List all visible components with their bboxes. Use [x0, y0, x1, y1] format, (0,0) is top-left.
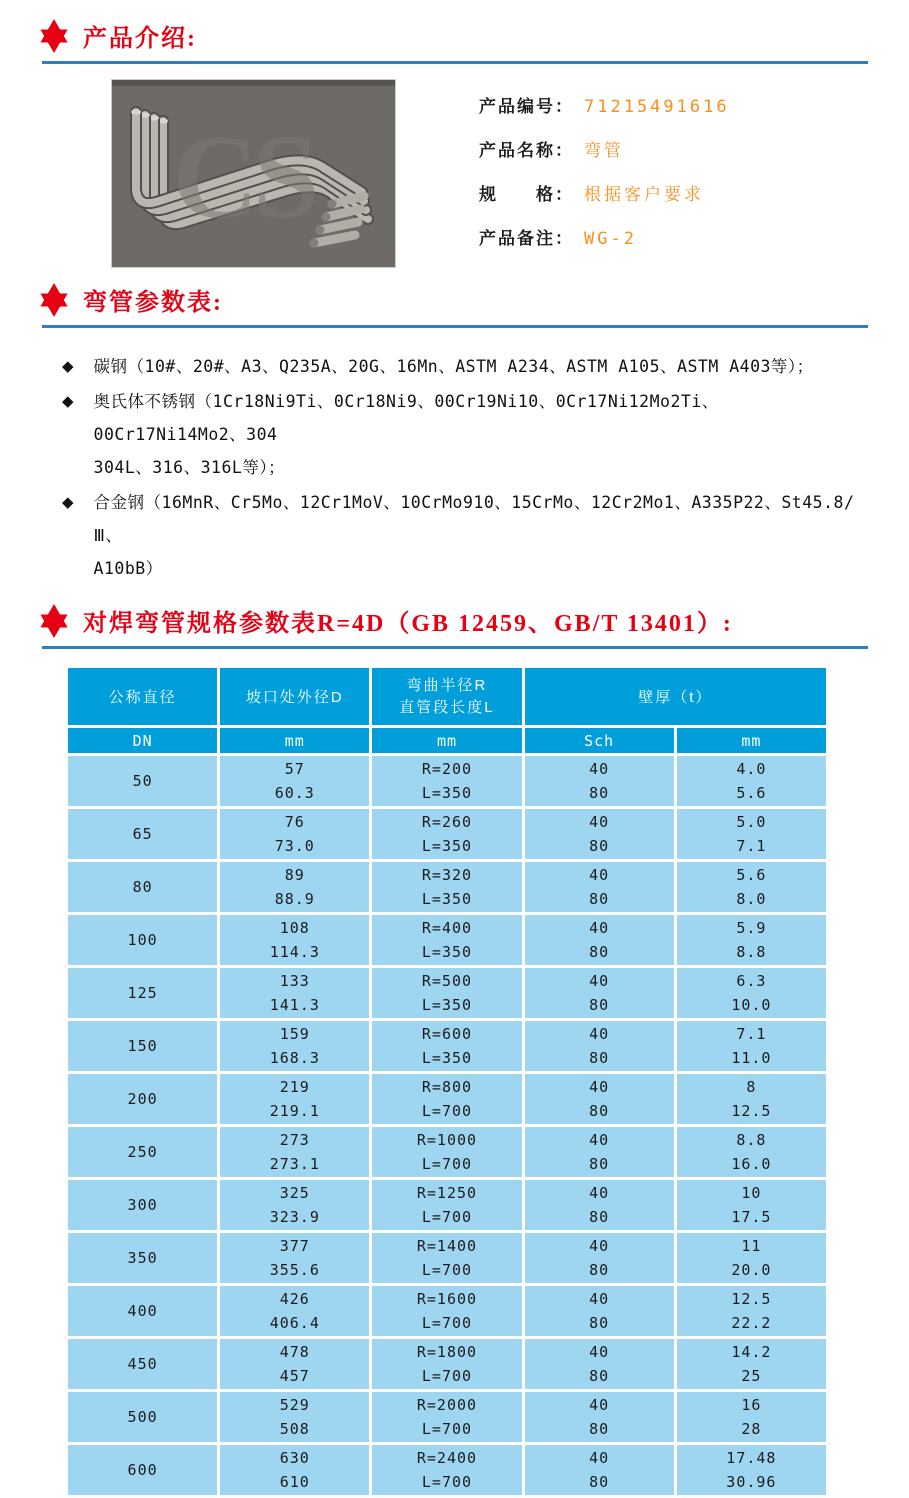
spec-cell: R=400 L=350: [372, 915, 521, 965]
spec-cell: 40 80: [525, 1233, 674, 1283]
dn-cell: 125: [68, 968, 217, 1018]
spec-cell: 40 80: [525, 1339, 674, 1389]
spec-header-row: [68, 668, 826, 725]
spec-cell: 40 80: [525, 1286, 674, 1336]
spec-row: [68, 756, 826, 806]
dn-cell: 250: [68, 1127, 217, 1177]
spec-cell: 273 273.1: [220, 1127, 369, 1177]
dn-cell: 200: [68, 1074, 217, 1124]
section-spec-heading: [0, 603, 909, 638]
spec-cell: 12.5 22.2: [677, 1286, 826, 1336]
dn-cell: 400: [68, 1286, 217, 1336]
spec-cell: 40 80: [525, 809, 674, 859]
spec-cell: R=2000 L=700: [372, 1392, 521, 1442]
spec-cell: R=500 L=350: [372, 968, 521, 1018]
spec-cell: 17.48 30.96: [677, 1445, 826, 1495]
material-item: [62, 486, 869, 585]
spec-cell: 40 80: [525, 915, 674, 965]
spec-cell: 76 73.0: [220, 809, 369, 859]
product-field-row: [479, 136, 730, 161]
spec-cell: 5.0 7.1: [677, 809, 826, 859]
spec-cell: R=1600 L=700: [372, 1286, 521, 1336]
spec-cell: 40 80: [525, 1021, 674, 1071]
star-icon: [38, 283, 70, 317]
spec-cell: 325 323.9: [220, 1180, 369, 1230]
subheader-dn: DN: [68, 728, 217, 753]
spec-cell: 7.1 11.0: [677, 1021, 826, 1071]
diamond-bullet-icon: ◆: [62, 393, 74, 410]
spec-cell: R=200 L=350: [372, 756, 521, 806]
spec-cell: 89 88.9: [220, 862, 369, 912]
spec-row: [68, 915, 826, 965]
spec-cell: 159 168.3: [220, 1021, 369, 1071]
spec-cell: 478 457: [220, 1339, 369, 1389]
spec-cell: 630 610: [220, 1445, 369, 1495]
field-label: 产品备注：: [479, 229, 574, 248]
spec-row: [68, 1445, 826, 1495]
section-materials-heading: [0, 282, 909, 317]
field-value: 弯管: [584, 141, 624, 161]
spec-cell: 40 80: [525, 968, 674, 1018]
spec-cell: 6.3 10.0: [677, 968, 826, 1018]
material-text: 碳钢（10#、20#、A3、Q235A、20G、16Mn、ASTM A234、ASTM A105、ASTM A403等）；: [93, 357, 814, 376]
product-field-row: [479, 180, 730, 205]
product-field-row: [479, 92, 730, 117]
spec-cell: 16 28: [677, 1392, 826, 1442]
spec-cell: R=800 L=700: [372, 1074, 521, 1124]
spec-cell: 8.8 16.0: [677, 1127, 826, 1177]
diamond-bullet-icon: ◆: [62, 358, 74, 375]
spec-cell: 14.2 25: [677, 1339, 826, 1389]
spec-cell: 377 355.6: [220, 1233, 369, 1283]
section-divider: [42, 646, 868, 649]
dn-cell: 500: [68, 1392, 217, 1442]
subheader-mm: mm: [677, 728, 826, 753]
dn-cell: 50: [68, 756, 217, 806]
spec-table: [65, 665, 829, 1498]
spec-cell: 40 80: [525, 1074, 674, 1124]
spec-cell: 133 141.3: [220, 968, 369, 1018]
product-block: [112, 80, 909, 268]
material-item: [62, 385, 869, 484]
spec-cell: 108 114.3: [220, 915, 369, 965]
spec-cell: 40 80: [525, 1180, 674, 1230]
spec-cell: 40 80: [525, 862, 674, 912]
dn-cell: 65: [68, 809, 217, 859]
spec-row: [68, 1339, 826, 1389]
spec-row: [68, 1286, 826, 1336]
field-label: 产品编号：: [479, 97, 574, 116]
spec-cell: R=2400 L=700: [372, 1445, 521, 1495]
spec-row: [68, 809, 826, 859]
field-label: 产品名称：: [479, 141, 574, 160]
spec-cell: 40 80: [525, 1445, 674, 1495]
spec-cell: 40 80: [525, 1392, 674, 1442]
star-icon: [38, 604, 70, 638]
intro-title: 产品介绍:: [83, 26, 197, 52]
spec-row: [68, 1233, 826, 1283]
spec-cell: R=320 L=350: [372, 862, 521, 912]
spec-cell: R=600 L=350: [372, 1021, 521, 1071]
spec-title: 对焊弯管规格参数表R=4D（GB 12459、GB/T 13401）:: [83, 611, 733, 637]
spec-cell: 40 80: [525, 756, 674, 806]
field-value: 71215491616: [584, 97, 730, 117]
product-photo: [112, 80, 395, 267]
diamond-bullet-icon: ◆: [62, 494, 74, 511]
material-text: 合金钢（16MnR、Cr5Mo、12Cr1MoV、10CrMo910、15CrMo、12Cr2Mo1、A335P22、St45.8/Ⅲ、 A10bB）: [93, 493, 855, 578]
header-outer-diameter: 坡口处外径D: [220, 668, 369, 725]
spec-row: [68, 968, 826, 1018]
dn-cell: 80: [68, 862, 217, 912]
dn-cell: 600: [68, 1445, 217, 1495]
watermark-text: CS: [172, 110, 314, 243]
subheader-sch: Sch: [525, 728, 674, 753]
spec-cell: R=1400 L=700: [372, 1233, 521, 1283]
dn-cell: 100: [68, 915, 217, 965]
field-label: 规 格：: [479, 185, 574, 204]
spec-row: [68, 1127, 826, 1177]
dn-cell: 150: [68, 1021, 217, 1071]
header-radius-length: 弯曲半径R 直管段长度L: [372, 668, 521, 725]
star-icon: [38, 19, 70, 53]
spec-row: [68, 1392, 826, 1442]
material-text: 奥氏体不锈钢（1Cr18Ni9Ti、0Cr18Ni9、00Cr19Ni10、0Cr17Ni12Mo2Ti、00Cr17Ni14Mo2、304 304L、316、316L等）；: [93, 392, 719, 477]
header-wall-thickness: 壁厚（t）: [525, 668, 826, 725]
section-intro-heading: [0, 0, 909, 53]
subheader-mm: mm: [220, 728, 369, 753]
spec-cell: R=1250 L=700: [372, 1180, 521, 1230]
spec-cell: 4.0 5.6: [677, 756, 826, 806]
dn-cell: 350: [68, 1233, 217, 1283]
field-value: WG-2: [584, 229, 637, 249]
product-field-row: [479, 224, 730, 249]
section-divider: [42, 61, 868, 64]
field-value: 根据客户要求: [584, 185, 704, 205]
product-fields: [479, 80, 730, 268]
spec-row: [68, 1180, 826, 1230]
dn-cell: 300: [68, 1180, 217, 1230]
header-nominal-diameter: 公称直径: [68, 668, 217, 725]
spec-row: [68, 1021, 826, 1071]
spec-cell: R=1800 L=700: [372, 1339, 521, 1389]
spec-cell: 40 80: [525, 1127, 674, 1177]
materials-list: [62, 350, 869, 585]
spec-cell: 529 508: [220, 1392, 369, 1442]
spec-cell: 57 60.3: [220, 756, 369, 806]
material-item: [62, 350, 869, 383]
materials-title: 弯管参数表:: [83, 290, 223, 316]
subheader-mm: mm: [372, 728, 521, 753]
section-divider: [42, 325, 868, 328]
spec-cell: 5.9 8.8: [677, 915, 826, 965]
dn-cell: 450: [68, 1339, 217, 1389]
spec-cell: 11 20.0: [677, 1233, 826, 1283]
spec-cell: 10 17.5: [677, 1180, 826, 1230]
spec-subheader-row: [68, 728, 826, 753]
spec-cell: 8 12.5: [677, 1074, 826, 1124]
spec-cell: 5.6 8.0: [677, 862, 826, 912]
spec-row: [68, 1074, 826, 1124]
spec-cell: 219 219.1: [220, 1074, 369, 1124]
spec-cell: R=1000 L=700: [372, 1127, 521, 1177]
spec-cell: R=260 L=350: [372, 809, 521, 859]
spec-table-body: [68, 756, 826, 1495]
spec-cell: 426 406.4: [220, 1286, 369, 1336]
spec-row: [68, 862, 826, 912]
